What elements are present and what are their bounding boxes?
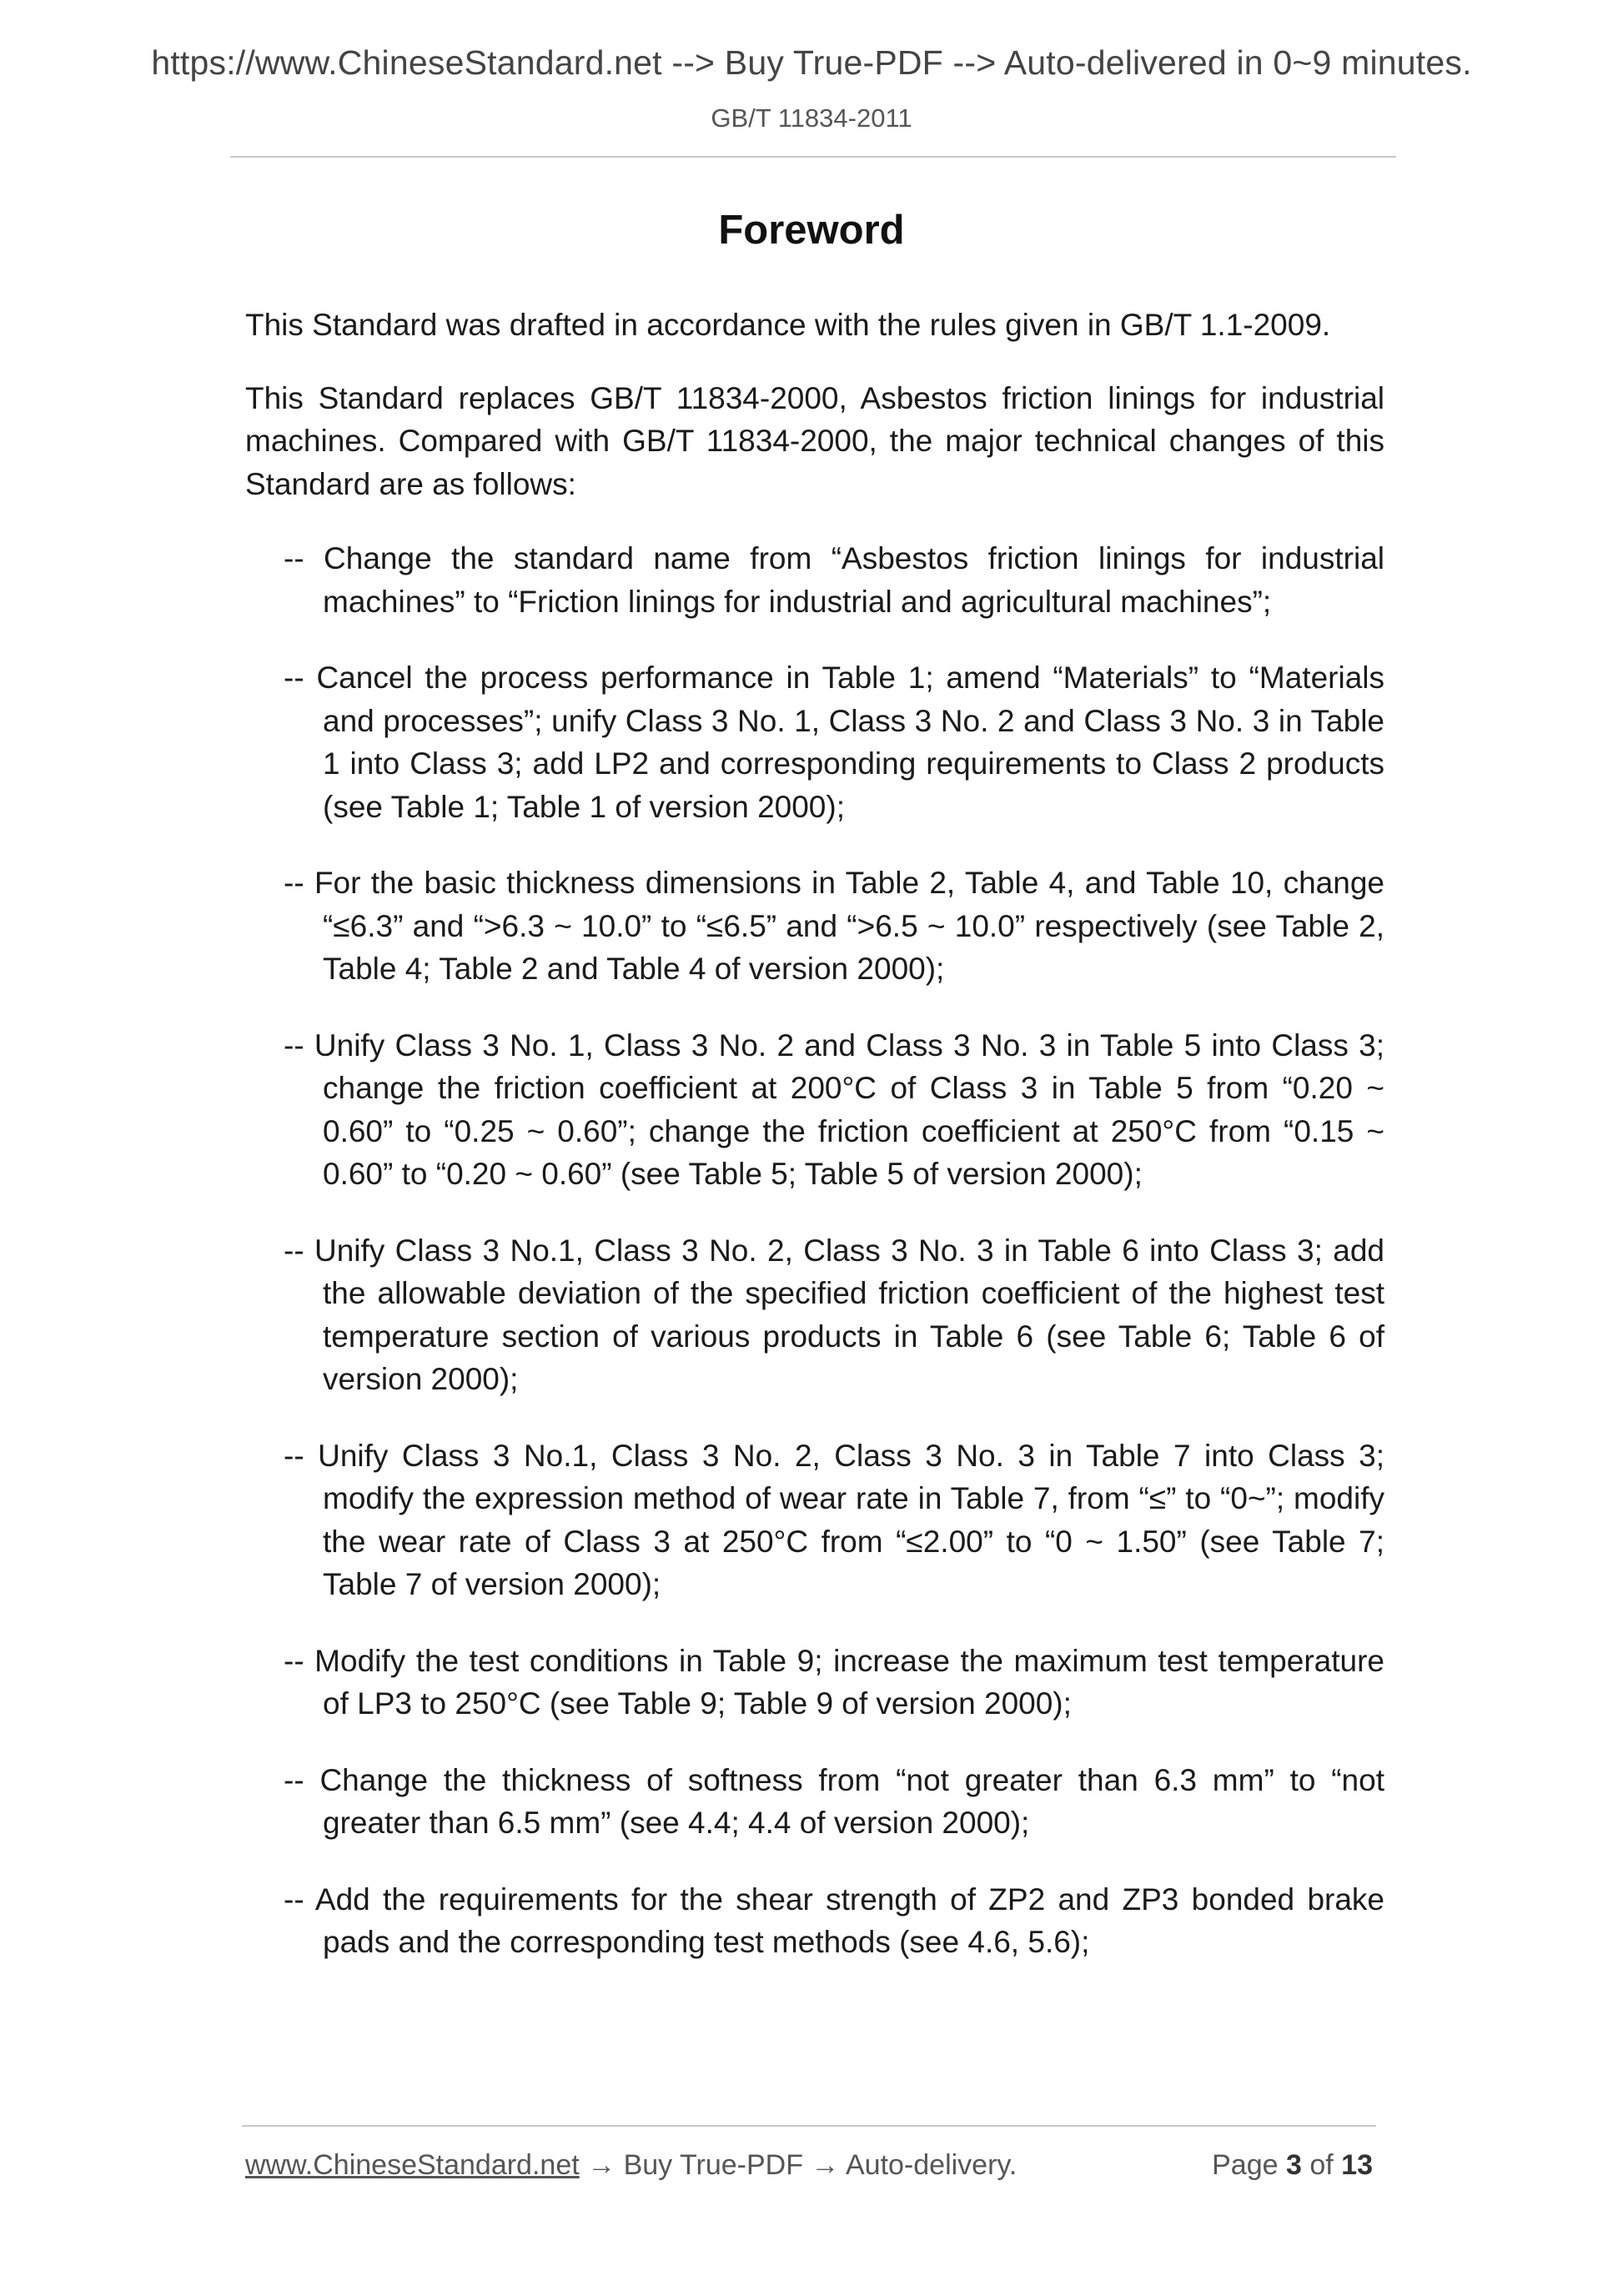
change-item: -- Unify Class 3 No.1, Class 3 No. 2, Class 3 No. 3 in Table 6 into Class 3; add the allowable deviation of the specified friction coefficient of the highest test temperature section of various products in Table 6 (see Table 6; Table 6 of version 2000); [284, 1233, 1384, 1396]
page-total: 13 [1341, 2149, 1373, 2181]
footer-source [245, 2149, 1017, 2182]
page-indicator [1212, 2149, 1373, 2182]
change-item: -- Unify Class 3 No.1, Class 3 No. 2, Class 3 No. 3 in Table 7 into Class 3; modify the expression method of wear rate in Table 7, from “≤” to “0~”; modify the wear rate of Class 3 at 250°C from “≤2.00” to “0 ~ 1.50” (see Table 7; Table 7 of version 2000); [284, 1438, 1384, 1601]
page-title: Foreword [718, 208, 905, 253]
change-item: -- Add the requirements for the shear strength of ZP2 and ZP3 bonded brake pads and the corresponding test methods (see 4.6, 5.6); [284, 1882, 1384, 1959]
paragraph-drafting-rules: This Standard was drafted in accordance with the rules given in GB/T 1.1-2009. [245, 308, 1331, 342]
page-current: 3 [1285, 2149, 1302, 2181]
change-item: -- Cancel the process performance in Table 1; amend “Materials” to “Materials and processes”; unify Class 3 No. 1, Class 3 No. 2 and Class 3 No. 3 in Table 1 into Class 3; add LP2 and corresponding requirements to Class 2 products (see Table 1; Table 1 of version 2000); [284, 661, 1384, 824]
page-of-label: of [1309, 2149, 1334, 2181]
change-item: -- Change the thickness of softness from “not greater than 6.3 mm” to “not greater than 6.5 mm” (see 4.4; 4.4 of version 2000); [284, 1762, 1384, 1840]
source-banner: https://www.ChineseStandard.net --> Buy True-PDF --> Auto-delivered in 0~9 minutes. [151, 43, 1472, 82]
website-link[interactable]: www.ChineseStandard.net [245, 2149, 580, 2181]
header-divider [230, 156, 1396, 158]
change-item: -- Change the standard name from “Asbestos friction linings for industrial machines” to “Friction linings for industrial and agricultural machines”; [284, 541, 1384, 619]
change-item: -- For the basic thickness dimensions in Table 2, Table 4, and Table 10, change “≤6.3” and “>6.3 ~ 10.0” to “≤6.5” and “>6.5 ~ 10.0” respectively (see Table 2, Table 4; Table 2 and Table 4 of version 2000); [284, 866, 1384, 986]
changes-list [245, 537, 1384, 1964]
paragraph-replaces: This Standard replaces GB/T 11834-2000, Asbestos friction linings for industrial machines. Compared with GB/T 11834-2000, the major technical changes of this Standard are as follows: [245, 380, 1384, 501]
footer-divider [242, 2125, 1376, 2127]
document-code: GB/T 11834-2011 [711, 103, 912, 133]
change-item: -- Unify Class 3 No. 1, Class 3 No. 2 and Class 3 No. 3 in Table 5 into Class 3; change the friction coefficient at 200°C of Class 3 in Table 5 from “0.20 ~ 0.60” to “0.25 ~ 0.60”; change the friction coefficient at 250°C from “0.15 ~ 0.60” to “0.20 ~ 0.60” (see Table 5; Table 5 of version 2000); [284, 1027, 1384, 1191]
foreword-body [245, 304, 1384, 1997]
page-label: Page [1212, 2149, 1279, 2181]
change-item: -- Modify the test conditions in Table 9; increase the maximum test temperature of LP3 to 250°C (see Table 9; Table 9 of version 2000); [284, 1643, 1384, 1721]
footer-tagline: → Buy True-PDF → Auto-delivery. [579, 2149, 1018, 2181]
